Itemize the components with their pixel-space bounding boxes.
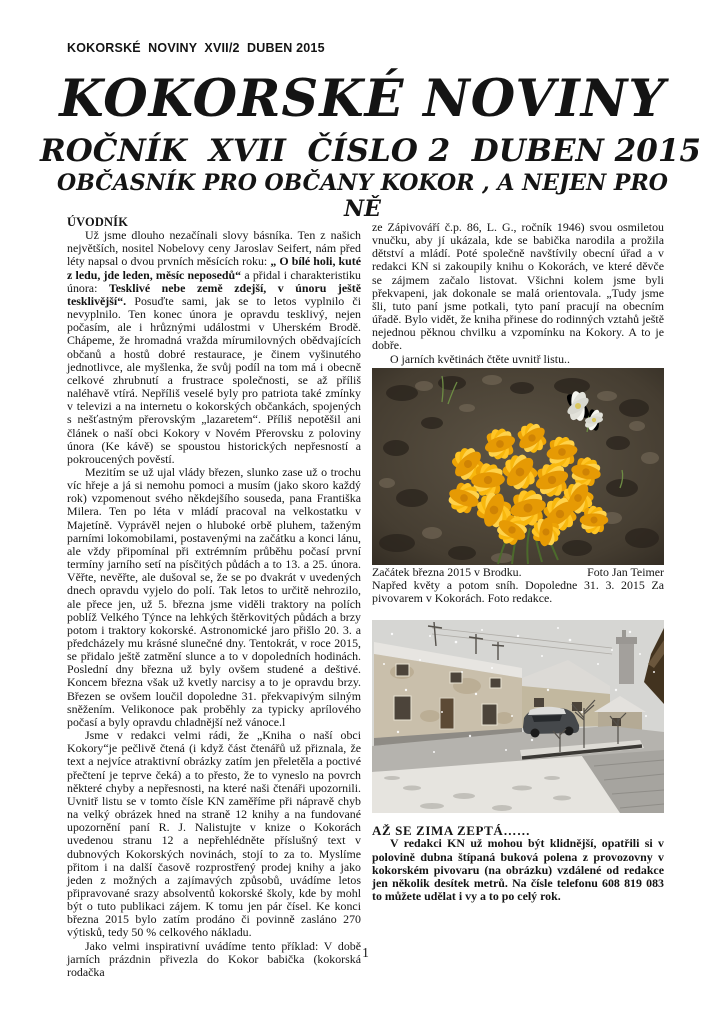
uvodnik-p1-text-c: Posuďte sami, jak se to letos vyplnilo či nevyplnilo. Ten konec února je opravdu tesklivý, nejen počasím, ale i hrůznými událostmi v Uherském Brodě. Chápeme, že hromadná vražda mírumilovných obědvajících občanů a hostů dobré restaurace, je činem vyšinutého jednotlivce, ale myšlenka, že svůj podíl na tom má i obecně celkové zhrubnutí a frustrace společnosti, se až příliš naléhavě vtírá. Nepříliš veselé byly pro patriota také zmínky v televizi a na internetu o kokorských občankách, spojených s nešťastným přerovským „lazaretem“. Příliš nepotěšil ani článek o naší obci Kokory v Novém Přerovsku z poloviny února (Ke kávě) se spoustou historických nepřesností a pokroucených pověstí.	[67, 293, 361, 466]
caption-place: Začátek března 2015 v Brodku.	[372, 564, 522, 579]
masthead	[40, 68, 701, 222]
teaser-line: O jarních květinách čtěte uvnitř listu..	[390, 351, 570, 366]
uvodnik-paragraph-1	[67, 229, 361, 466]
snowy-street-photo	[372, 620, 664, 813]
photo1-caption-line1	[372, 566, 664, 579]
page-header-line: KOKORSKÉ NOVINY XVII/2 DUBEN 2015	[67, 41, 325, 55]
section-heading-uvodnik: ÚVODNÍK	[67, 215, 129, 229]
photo1-caption-line2: Napřed květy a potom sníh. Dopoledne 31. 3. 2015 Za pivovarem v Kokorách. Foto redakce.	[372, 577, 664, 606]
left-column	[67, 216, 361, 979]
uvodnik-p1-text-a: Už jsme dlouho nezačínali slovy básníka. Ten z našich největších, nositel Nobelovy ceny Jaroslav Seifert, nám před léty napsal o dvou prvních měsících roku:	[67, 228, 361, 269]
caption-credit: Foto Jan Teimer	[587, 564, 664, 579]
issue-subtitle: ROČNÍK XVII ČÍSLO 2 DUBEN 2015	[40, 133, 701, 169]
continued-paragraph: ze Zápivováří č.p. 86, L. G., ročník 1946) svou osmiletou vnučku, aby jí ukázala, kde se babička narodila a prožila dětství a mládí. Poté společně navštívily obecní úřad a v redakci KN si zakoupily knihu o Kokorách, ve které děvče se zájmem začalo listovat. Všichni kolem jsme byli překvapeni, jak dokonale se malá orientovala. „Tudy jsme šli, tuto paní jsme potkali, tyto paní pracují na obecním úřadě. Bylo vidět, že kniha přinese do rodinných vztahů ještě nejednou pěknou chvilku a vzpomínku na Kokory. A to je dobře.	[372, 220, 664, 353]
right-column	[372, 221, 664, 903]
page-number: 1	[362, 945, 369, 960]
section-heading-zima: AŽ SE ZIMA ZEPTÁ……	[372, 823, 531, 839]
uvodnik-p1-text-b: a přidal i charakteristiku února:	[67, 267, 361, 295]
tagline: OBČASNÍK PRO OBČANY KOKOR , A NEJEN PRO NĚ	[57, 170, 668, 222]
newspaper-title: KOKORSKÉ NOVINY	[59, 69, 666, 129]
uvodnik-p1-quote-2: Tesklivé nebe země zdejší, v únoru ještě tesklivější“.	[67, 280, 361, 308]
uvodnik-paragraph-2: Mezitím se už ujal vlády březen, slunko zase už o trochu víc hřeje a já si nemohu pomoci a musím (jako skoro každý rok) vzpomenout svého někdejšího souseda, pana Františka Milera. Ten po léta v mládí pracoval na velkostatku v Majetíně. Vyprávěl nejen o hluboké orbě pluhem, taženým parními lokomobilami, postavenými na začátku a konci lánu, ale vždy připomínal při extrémním průběhu počasí první termíny jarního setí na písčitých půdách a to 13. a 25. února. Věřte, nevěřte, ale dušoval se, že se po dvakrát v uvedených dnech opravdu vyjelo do polí. Tak letos to určitě nehrozilo, ale přece jen, už 5. března jsme viděli traktory na polích poblíž Velkého Týnce na lehkých štěrkovitých půdách a brzy potom i traktory kokorské. Astronomické jaro přišlo 20. 3. a předcházely mu krásné slunečné dny. Tentokrát, v roce 2015, se přidalo ještě zatmění slunce a to v dopoledních hodinách. Poslední dny března už byly ovšem studené a deštivé. Koncem března však už kvetly narcisy a to je opravdu brzy. Březen se ovšem loučil dopoledne 31. překvapivým silným sněžením. Velikonoce pak proběhly za typicky aprílového počasí a byly opravdu chladnější než vánoce.l	[67, 464, 361, 729]
distant-tower	[616, 630, 637, 684]
uvodnik-paragraph-4: Jako velmi inspirativní uvádíme tento příklad: V době jarních prázdnin přivezla do Kokor babička (kokorská rodačka	[67, 938, 361, 979]
uvodnik-p1-quote-1: „ O bílé holi, kuté z ledu, jde leden, měsíc neposedů“	[67, 254, 361, 282]
uvodnik-paragraph-3: Jsme v redakci velmi rádi, že „Kniha o naší obci Kokory“je pečlivě čtená (i když část čtenářů už přiznala, že text a nejvíce atraktivní obrázky zatím jen přeletěla a poctivé přečtení je teprve čeká) a to přesto, že to vyneslo na povrch některé chyby a nepřesnosti, na které naši čtenáři upozornili. Uvnitř listu se v tomto čísle KN zaměříme při nápravě chyb na velký obrázek hned na straně 12 knihy a na fundované upozornění paní R. J. Nalistujte v knize o Kokorách uvedenou stranu 12 a nepřehlédněte příslušný text v dubnových Kokorských novinách, stojí to za to. Myslíme přitom i na další časově rozprostřený prodej knihy a jako jeden z možných a zajímavých způsobů, uvádíme letos připravované srazy absolventů kokorské školy, kde by mohl být o tuto publikaci zájem. K tomu jen pár čísel. Ke konci března 2015 bylo zatím prodáno či povinně zasláno 270 výtisků, tedy 50 % celkového nákladu.	[67, 728, 361, 940]
zima-paragraph: V redakci KN už mohou být klidnější, opatřili si v polovině dubna štípaná buková polena z provozovny v kokorském pivovaru (na obrázku) vzdálené od redakce jen několik desítek metrů. Na čísle telefonu 608 819 083 to můžete udělat i vy a to po celý rok.	[372, 836, 664, 903]
crocus-photo	[372, 368, 664, 565]
door	[440, 698, 454, 729]
